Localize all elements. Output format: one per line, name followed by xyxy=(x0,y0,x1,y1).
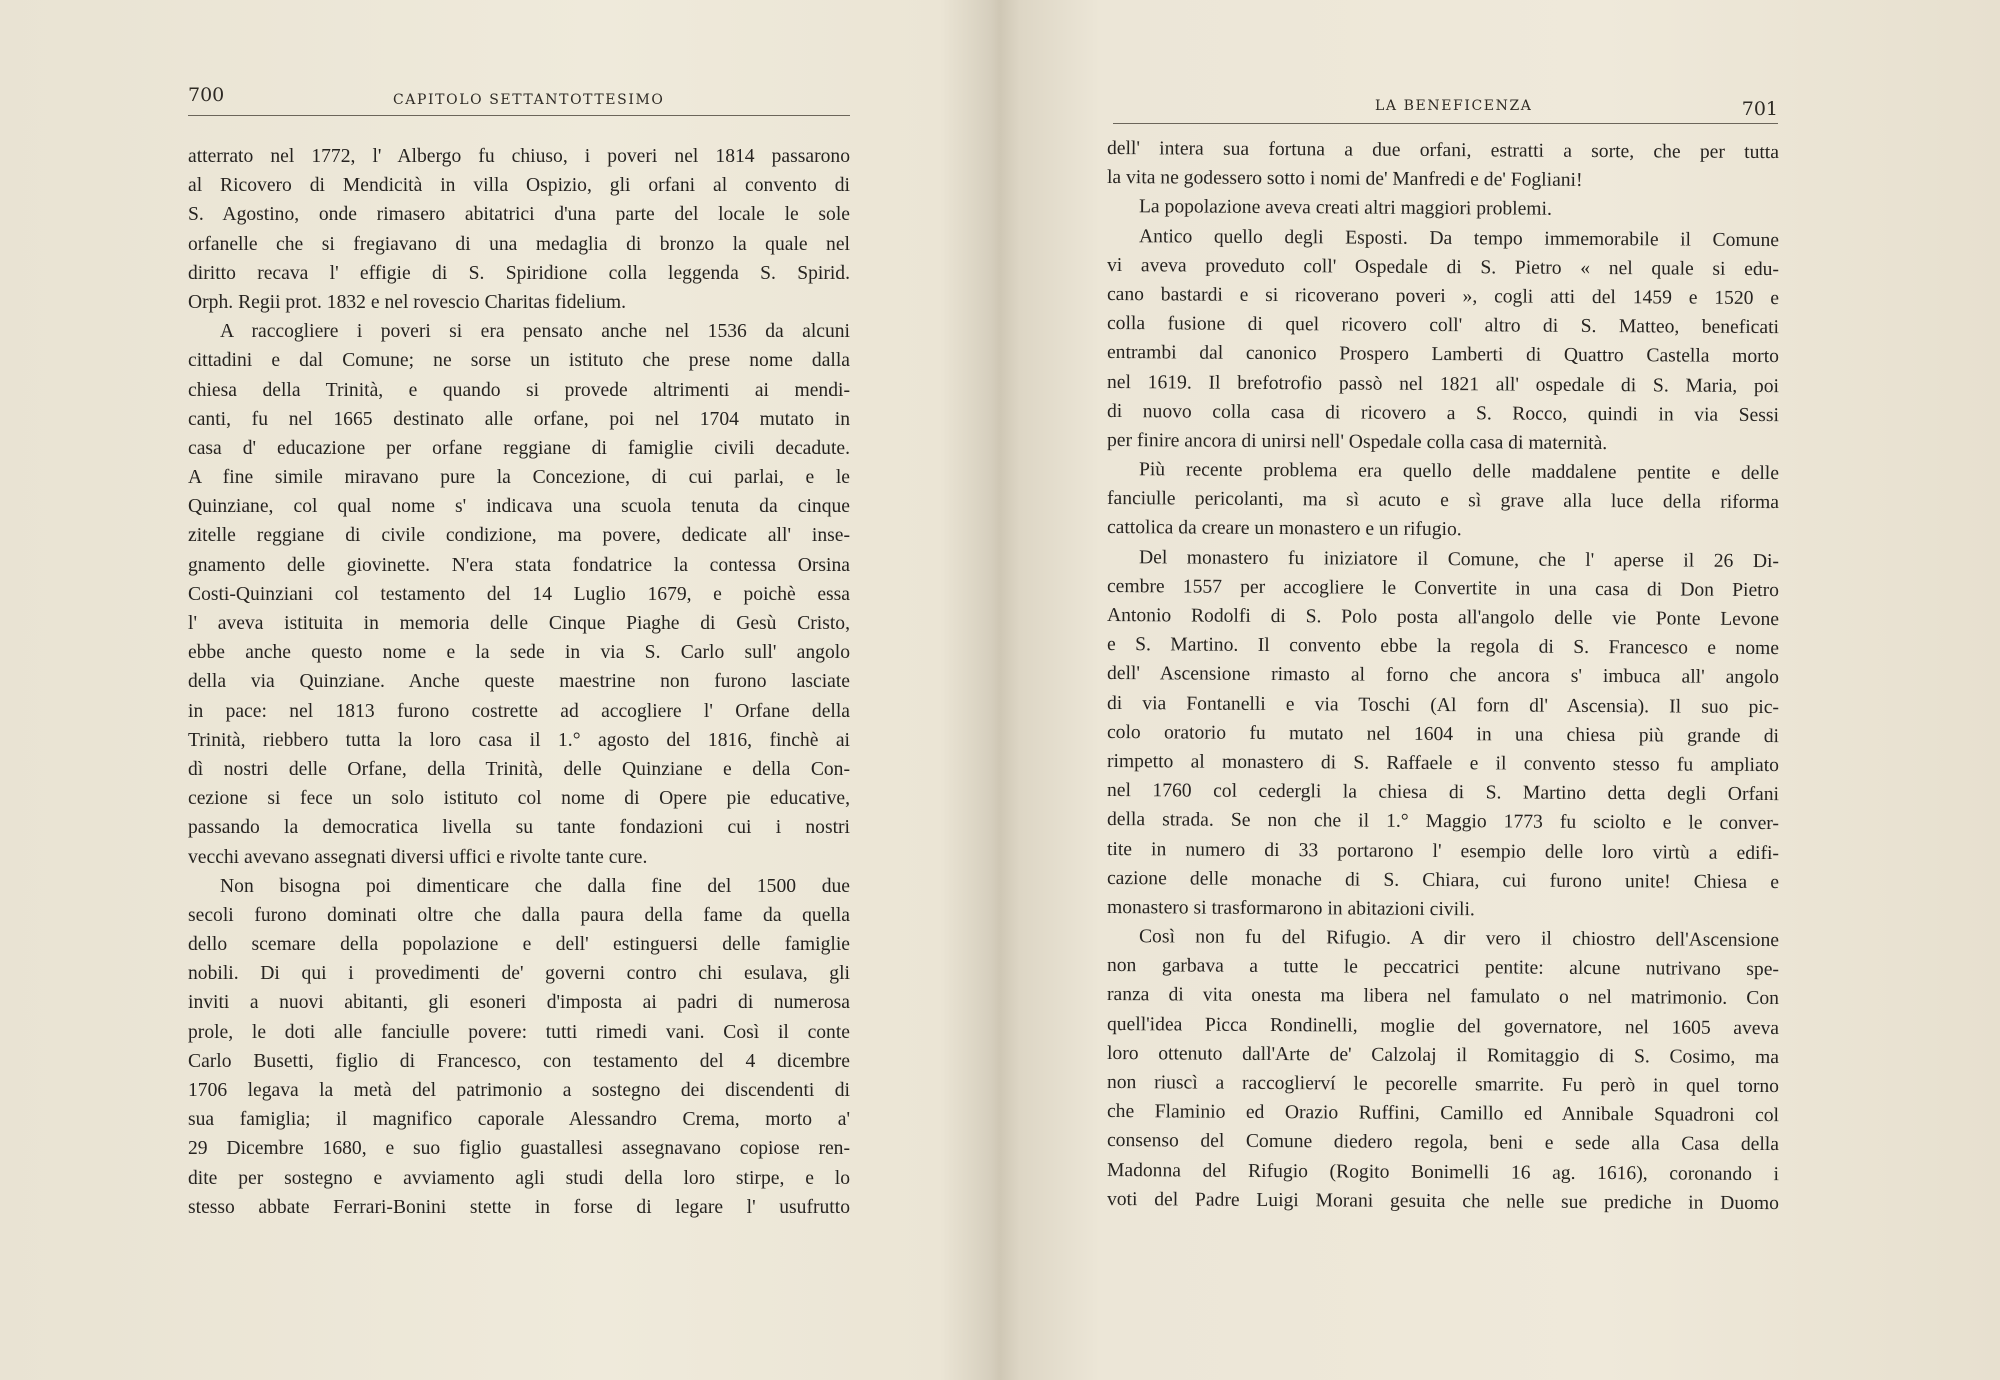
text-line: quell'idea Picca Rondinelli, moglie del governatore, nel 1605 aveva xyxy=(1106,1013,1780,1039)
text-line: Carlo Busetti, figlio di Francesco, con testamento del 4 dicembre xyxy=(188,1050,850,1072)
text-line: in pace: nel 1813 furono costrette ad accogliere l' Orfane della xyxy=(188,700,850,722)
text-line: Antonio Rodolfi di S. Polo posta all'angolo delle vie Ponte Levone xyxy=(1106,605,1780,631)
text-line: voti del Padre Luigi Morani gesuita che nelle sue prediche in Duomo xyxy=(1106,1188,1780,1214)
header-rule xyxy=(188,115,850,116)
text-line: tite in numero di 33 portarono l' esempio delle loro virtù a edifi- xyxy=(1106,838,1780,864)
text-line: sua famiglia; il magnifico caporale Alessandro Crema, morto a' xyxy=(188,1109,850,1131)
text-line: che Flaminio ed Orazio Ruffini, Camillo ed Annibale Squadroni col xyxy=(1106,1101,1780,1127)
text-line: dì nostri delle Orfane, della Trinità, delle Quinziane e della Con- xyxy=(188,758,850,780)
text-line: Non bisogna poi dimenticare che dalla fine del 1500 due xyxy=(220,875,850,897)
text-line: nobili. Di qui i provedimenti de' governi contro chi esulava, gli xyxy=(188,963,850,985)
text-line: non garbava a tutte le peccatrici pentite: alcune nutrivano spe- xyxy=(1106,955,1780,981)
text-line: Così non fu del Rifugio. A dir vero il chiostro dell'Ascensione xyxy=(1138,926,1780,952)
left-page xyxy=(0,0,990,1380)
text-line: 29 Dicembre 1680, e suo figlio guastallesi assegnavano copiose ren- xyxy=(188,1138,850,1160)
text-line: nel 1760 col cedergli la chiesa di S. Martino detta degli Orfani xyxy=(1106,780,1780,806)
text-line: gnamento delle giovinette. N'era stata fondatrice la contessa Orsina xyxy=(188,554,850,576)
text-line: Più recente problema era quello delle maddalene pentite e delle xyxy=(1138,459,1780,485)
text-line: l' aveva istituita in memoria delle Cinque Piaghe di Gesù Cristo, xyxy=(188,613,850,634)
text-line: dite per sostegno e avviamento agli studi della loro stirpe, e lo xyxy=(188,1167,850,1189)
text-line: della strada. Se non che il 1.° Maggio 1773 fu sciolto e le conver- xyxy=(1106,809,1780,835)
text-line: Madonna del Rifugio (Rogito Bonimelli 16 ag. 1616), coronando i xyxy=(1106,1159,1780,1185)
text-line: dell' intera sua fortuna a due orfani, estratti a sorte, che per tutta xyxy=(1106,138,1780,164)
header-rule xyxy=(1113,123,1778,124)
text-line: di nuovo colla casa di ricovero a S. Rocco, quindi in via Sessi xyxy=(1106,400,1780,426)
text-line: per finire ancora di unirsi nell' Ospedale colla casa di maternità. xyxy=(1106,429,1608,454)
text-line: al Ricovero di Mendicità in villa Ospizio, gli orfani al convento di xyxy=(188,175,850,197)
page-body-text xyxy=(1107,134,1779,1214)
text-line: chiesa della Trinità, e quando si provede altrimenti ai mendi- xyxy=(188,379,850,401)
text-line: nel 1619. Il brefotrofio passò nel 1821 all' ospedale di S. Maria, poi xyxy=(1106,371,1780,397)
text-line: canti, fu nel 1665 destinato alle orfane, poi nel 1704 mutato in xyxy=(188,408,850,430)
text-line: S. Agostino, onde rimasero abitatrici d'una parte del locale le sole xyxy=(188,204,850,226)
text-line: secoli furono dominati oltre che dalla paura della fame da quella xyxy=(188,904,850,926)
text-line: rimpetto al monastero di S. Raffaele e il convento stesso fu ampliato xyxy=(1106,750,1780,777)
page-number: 701 xyxy=(1741,98,1778,120)
text-line: ebbe anche questo nome e la sede in via S. Carlo sull' angolo xyxy=(188,642,850,664)
text-line: fanciulle pericolanti, ma sì acuto e sì grave alla luce della riforma xyxy=(1106,488,1780,514)
text-line: Trinità, riebbero tutta la loro casa il 1.° agosto del 1816, finchè ai xyxy=(188,729,850,751)
text-line: zitelle reggiane di civile condizione, ma povere, dedicate all' inse- xyxy=(188,525,850,547)
right-page-header xyxy=(1113,84,1778,120)
text-line: cembre 1557 per accogliere le Convertite in una casa di Don Pietro xyxy=(1106,575,1780,601)
text-line: entrambi dal canonico Prospero Lamberti di Quattro Castella morto xyxy=(1106,342,1780,368)
text-line: orfanelle che si fregiavano di una medaglia di bronzo la quale nel xyxy=(188,233,850,255)
page-number: 700 xyxy=(188,84,225,106)
text-line: cazione delle monache di S. Chiara, cui furono unite! Chiesa e xyxy=(1106,867,1780,893)
text-line: dello scemare della popolazione e dell' estinguersi delle famiglie xyxy=(188,934,850,956)
text-line: prole, le doti alle fanciulle povere: tutti rimedi vani. Così il conte xyxy=(188,1021,850,1043)
text-line: cittadini e dal Comune; ne sorse un istituto che prese nome dalla xyxy=(188,350,850,372)
text-line: Quinziane, col qual nome s' indicava una scuola tenuta da cinque xyxy=(188,496,850,518)
text-line: vecchi avevano assegnati diversi uffici e rivolte tante cure. xyxy=(188,846,648,868)
text-line: cano bastardi e si ricoverano poveri », cogli atti del 1459 e 1520 e xyxy=(1106,283,1780,310)
text-line: atterrato nel 1772, l' Albergo fu chiuso, i poveri nel 1814 passarono xyxy=(188,146,850,167)
left-page-header xyxy=(188,84,850,114)
text-line: di via Fontanelli e via Toschi (Al forn dl' Ascensia). Il suo pic- xyxy=(1106,692,1780,718)
text-line: colla fusione di quel ricovero coll' altro di S. Matteo, beneficati xyxy=(1106,313,1780,339)
text-line: vi aveva proveduto coll' Ospedale di S. Pietro « nel quale si edu- xyxy=(1106,254,1780,280)
text-line: casa d' educazione per orfane reggiane di famiglie civili decadute. xyxy=(188,437,850,459)
text-line: colo oratorio fu mutato nel 1604 in una chiesa più grande di xyxy=(1106,721,1780,747)
text-line: Antico quello degli Esposti. Da tempo immemorabile il Comune xyxy=(1138,225,1780,251)
text-line: 1706 legava la metà del patrimonio a sostegno dei discendenti di xyxy=(188,1080,850,1101)
text-line: stesso abbate Ferrari-Bonini stette in forse di legare l' usufrutto xyxy=(188,1196,850,1218)
text-line: A fine simile miravano pure la Concezione, di cui parlai, e le xyxy=(188,467,850,489)
text-line: A raccogliere i poveri si era pensato anche nel 1536 da alcuni xyxy=(220,321,850,343)
text-line: Del monastero fu iniziatore il Comune, che l' aperse il 26 Di- xyxy=(1138,546,1780,572)
text-line: monastero si trasformarono in abitazioni civili. xyxy=(1106,896,1475,921)
right-page xyxy=(995,0,2000,1380)
text-line: dell' Ascensione rimasto al forno che ancora s' imbuca all' angolo xyxy=(1106,663,1780,689)
text-line: inviti a nuovi abitanti, gli esoneri d'imposta ai padri di numerosa xyxy=(188,992,850,1014)
text-line: non riuscì a raccoglierví le pecorelle smarrite. Fu però in quel torno xyxy=(1106,1072,1780,1098)
text-line: consenso del Comune diedero regola, beni e sede alla Casa della xyxy=(1106,1130,1780,1156)
text-line: cezione si fece un solo istituto col nome di Opere pie educative, xyxy=(188,788,850,810)
text-line: ranza di vita onesta ma libera nel famulato o nel matrimonio. Con xyxy=(1106,984,1780,1010)
text-line: Costi-Quinziani col testamento del 14 Luglio 1679, e poichè essa xyxy=(188,583,850,605)
text-line: e S. Martino. Il convento ebbe la regola di S. Francesco e nome xyxy=(1106,634,1780,660)
page-body-text xyxy=(188,142,850,1222)
text-line: cattolica da creare un monastero e un rifugio. xyxy=(1106,517,1462,541)
text-line: della via Quinziane. Anche queste maestrine non furono lasciate xyxy=(188,671,850,693)
text-line: La popolazione aveva creati altri maggiori problemi. xyxy=(1138,196,1552,221)
text-line: diritto recava l' effigie di S. Spiridione colla leggenda S. Spirid. xyxy=(188,262,850,284)
text-line: passando la democratica livella su tante fondazioni cui i nostri xyxy=(188,817,850,839)
running-head: LA BENEFICENZA xyxy=(1375,98,1533,114)
text-line: loro ottenuto dall'Arte de' Calzolaj il Romitaggio di S. Cosimo, ma xyxy=(1106,1042,1780,1068)
text-line: Orph. Regii prot. 1832 e nel rovescio Charitas fidelium. xyxy=(188,291,627,313)
running-head: CAPITOLO SETTANTOTTESIMO xyxy=(393,92,665,108)
text-line: la vita ne godessero sotto i nomi de' Manfredi e de' Fogliani! xyxy=(1106,167,1583,192)
